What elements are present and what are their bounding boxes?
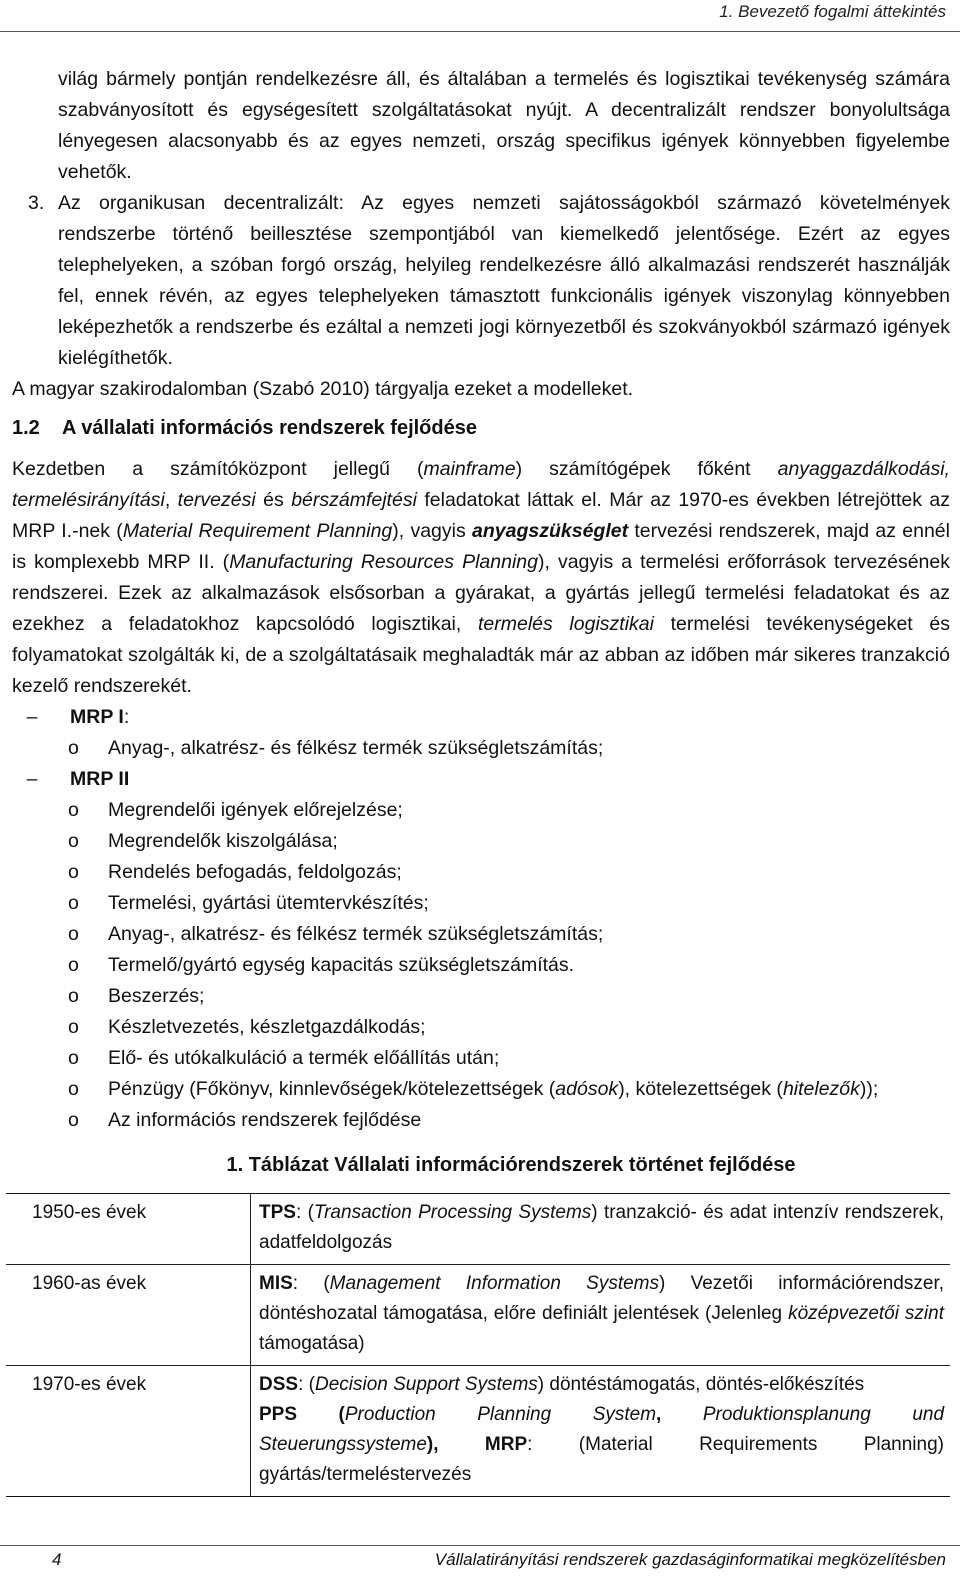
dash-bullet: ‒: [26, 706, 38, 728]
text-run: : (: [298, 1374, 315, 1395]
list-item-text: Termelő/gyártó egység kapacitás szükségletszámítás.: [108, 954, 575, 976]
footer-divider: [0, 1545, 960, 1546]
list-item-text: Megrendelői igények előrejelzése;: [108, 799, 403, 821]
text-run: feladatokat láttak el. Már az 1970-es években létrejöttek az MRP I.-nek (: [12, 489, 950, 542]
italic-run: Manufacturing Resources Planning: [229, 551, 538, 573]
paragraph-continuation: világ bármely pontján rendelkezésre áll, és általában a termelés és logisztikai tevékenység számára szabványosított és egységesített szolgáltatásokat nyújt. A decentralizált rendszer bonyolultsága lényegesen alacsonyabb és az egyes nemzeti, ország specifikus igények könnyebben figyelembe vehetők.: [58, 68, 950, 183]
list-item-text: Rendelés befogadás, feldolgozás;: [108, 861, 402, 883]
italic-run: Transaction Processing Systems: [313, 1202, 592, 1223]
bold-italic-run: anyagszükséglet: [472, 520, 629, 542]
list-item: [12, 826, 950, 857]
text-run: ), vagyis: [392, 520, 473, 542]
section-title: A vállalati információs rendszerek fejlődése: [62, 417, 477, 439]
item-3-text: Az organikusan decentralizált: Az egyes nemzeti sajátosságokból származó követelmények rendszerbe történő beillesztése szempontjából van kiemelkedő jelentősége. Ezért az egyes telephelyeken, a szóban forgó ország, helyileg rendelkezésre álló alkalmazási rendszerét használják fel, ennek révén, az egyes telephelyeken támasztott funkcionális igények viszonylag könnyebben leképezhetők a rendszerbe és ezáltal a nemzeti jogi környezetből és szokványokból származó igények kielégíthetők.: [58, 192, 950, 369]
text-run: ) tranzakció- és adat intenzív rendszerek, adatfeldolgozás: [259, 1202, 945, 1253]
acronym: PPS (: [259, 1404, 345, 1425]
list-item: [12, 1012, 950, 1043]
italic-run: anyaggazdálkodási, termelésirányítási: [12, 458, 950, 511]
list-item-text: Az információs rendszerek fejlődése: [108, 1109, 422, 1131]
italic-run: Produktionsplanung und Steuerungssysteme: [259, 1404, 945, 1455]
circle-bullet: o: [68, 985, 79, 1007]
italic-run: Decision Support Systems: [314, 1374, 538, 1395]
table-row: [6, 1366, 950, 1497]
acronym: MRP: [484, 1434, 528, 1455]
list-item: [12, 919, 950, 950]
acronym: DSS: [259, 1374, 299, 1395]
italic-run: mainframe: [423, 458, 516, 480]
italic-run: bérszámfejtési: [291, 489, 417, 511]
text-run: : (: [295, 1202, 314, 1223]
list-item: [12, 950, 950, 981]
bold-run: ),: [426, 1434, 485, 1455]
list-item: [12, 981, 950, 1012]
section-heading: [12, 413, 950, 444]
paragraph-history: [12, 454, 950, 702]
circle-bullet: o: [68, 830, 79, 852]
text-run: : (: [292, 1273, 330, 1294]
description-cell: [251, 1366, 951, 1497]
text-run: termelési tevékenységeket és folyamatokat szolgálták ki, de a szolgáltatásaik meghaladták már az abban az időben már sikeres tranzakció kezelő rendszerekét.: [12, 613, 950, 697]
text-run: támogatása): [259, 1333, 365, 1354]
mrp-list: [12, 702, 950, 1136]
description-cell: [251, 1194, 951, 1265]
list-item-text: Anyag-, alkatrész- és félkész termék szükségletszámítás;: [108, 923, 604, 945]
italic-run: termelés logisztikai: [477, 613, 654, 635]
list-item-text: Készletvezetés, készletgazdálkodás;: [108, 1016, 426, 1038]
circle-bullet: o: [68, 1016, 79, 1038]
circle-bullet: o: [68, 799, 79, 821]
circle-bullet: o: [68, 923, 79, 945]
running-header: 1. Bevezető fogalmi áttekintés: [719, 2, 946, 21]
list-item: [12, 795, 950, 826]
list-item-text: Anyag-, alkatrész- és félkész termék szükségletszámítás;: [108, 737, 604, 759]
list-item-mrp1: [12, 702, 950, 733]
italic-run: Production Planning System: [344, 1404, 657, 1425]
text-run: ) döntéstámogatás, döntés-előkészítés: [537, 1374, 865, 1395]
text-run: és: [255, 489, 292, 511]
italic-run: tervezési: [177, 489, 256, 511]
numbered-item-3: [12, 188, 950, 374]
circle-bullet: o: [68, 954, 79, 976]
header-divider: [0, 31, 960, 32]
list-item-text: Termelési, gyártási ütemtervkészítés;: [108, 892, 429, 914]
italic-run: Management Information Systems: [329, 1273, 660, 1294]
list-item-text: Elő- és utókalkuláció a termék előállítás után;: [108, 1047, 500, 1069]
text-run: ), vagyis a termelési erőforrások tervezésének rendszerei. Ezek az alkalmazások elsősorban a gyárakat, a gyártás jellegű termelési feladatokat és az ezekhez a feladatokhoz kapcsolódó logisztikai,: [12, 551, 950, 635]
list-item: [12, 857, 950, 888]
text-run: ) Vezetői információrendszer, döntéshozatal támogatása, előre definiált jelentések (Jelenleg: [259, 1273, 945, 1324]
dash-bullet: ‒: [26, 768, 38, 790]
circle-bullet: o: [68, 1109, 79, 1131]
section-number: 1.2: [12, 417, 40, 439]
text-run: ,: [164, 489, 178, 511]
history-table: [6, 1193, 950, 1497]
page-number: 4: [52, 1550, 62, 1569]
italic-run: Material Requirement Planning: [122, 520, 393, 542]
period-cell: 1970-es évek: [6, 1366, 251, 1497]
paragraph-literature: A magyar szakirodalomban (Szabó 2010) tárgyalja ezeket a modelleket.: [12, 378, 634, 400]
text-run: ) számítógépek főként: [515, 458, 778, 480]
list-item-label: MRP I: [70, 706, 124, 728]
description-cell: [251, 1265, 951, 1366]
list-item: [12, 1043, 950, 1074]
list-item-mrp2: [12, 764, 950, 795]
page-body: [12, 64, 950, 1497]
text-run: tervezési rendszerek, majd az ennél is komplexebb MRP II. (: [12, 520, 950, 573]
acronym: MIS: [259, 1273, 293, 1294]
list-item: [12, 1105, 950, 1136]
list-item: [12, 733, 950, 764]
list-item: [12, 888, 950, 919]
circle-bullet: o: [68, 1078, 79, 1100]
list-item-suffix: :: [123, 706, 130, 728]
table-caption: 1. Táblázat Vállalati információrendszerek történet fejlődése: [226, 1154, 796, 1176]
italic-run: középvezetői szint: [788, 1303, 944, 1324]
book-title: Vállalatirányítási rendszerek gazdaságinformatikai megközelítésben: [434, 1550, 946, 1569]
circle-bullet: o: [68, 1047, 79, 1069]
period-cell: 1950-es évek: [6, 1194, 251, 1265]
table-row: [6, 1194, 950, 1265]
circle-bullet: o: [68, 861, 79, 883]
list-item: [12, 1074, 950, 1105]
dss-entry: [259, 1370, 944, 1400]
list-item-text: Beszerzés;: [108, 985, 205, 1007]
list-item-text: Megrendelők kiszolgálása;: [108, 830, 338, 852]
text-run: : (Material Requirements Planning) gyártás/termeléstervezés: [259, 1434, 944, 1485]
acronym: TPS: [259, 1202, 296, 1223]
list-item-label: MRP II: [70, 768, 130, 790]
italic-run: adósok: [555, 1078, 619, 1100]
circle-bullet: o: [68, 737, 79, 759]
text-run: Kezdetben a számítóközpont jellegű (: [12, 458, 424, 480]
list-item-text: ));: [859, 1078, 879, 1100]
item-number: 3.: [28, 192, 45, 214]
list-item-text: ), kötelezettségek (: [618, 1078, 783, 1100]
list-item-text: Pénzügy (Főkönyv, kinnlevőségek/kötelezettségek (: [108, 1078, 556, 1100]
table-row: [6, 1265, 950, 1366]
pps-entry: [259, 1400, 944, 1490]
period-cell: 1960-as évek: [6, 1265, 251, 1366]
bold-run: ,: [656, 1404, 703, 1425]
circle-bullet: o: [68, 892, 79, 914]
italic-run: hitelezők: [782, 1078, 860, 1100]
